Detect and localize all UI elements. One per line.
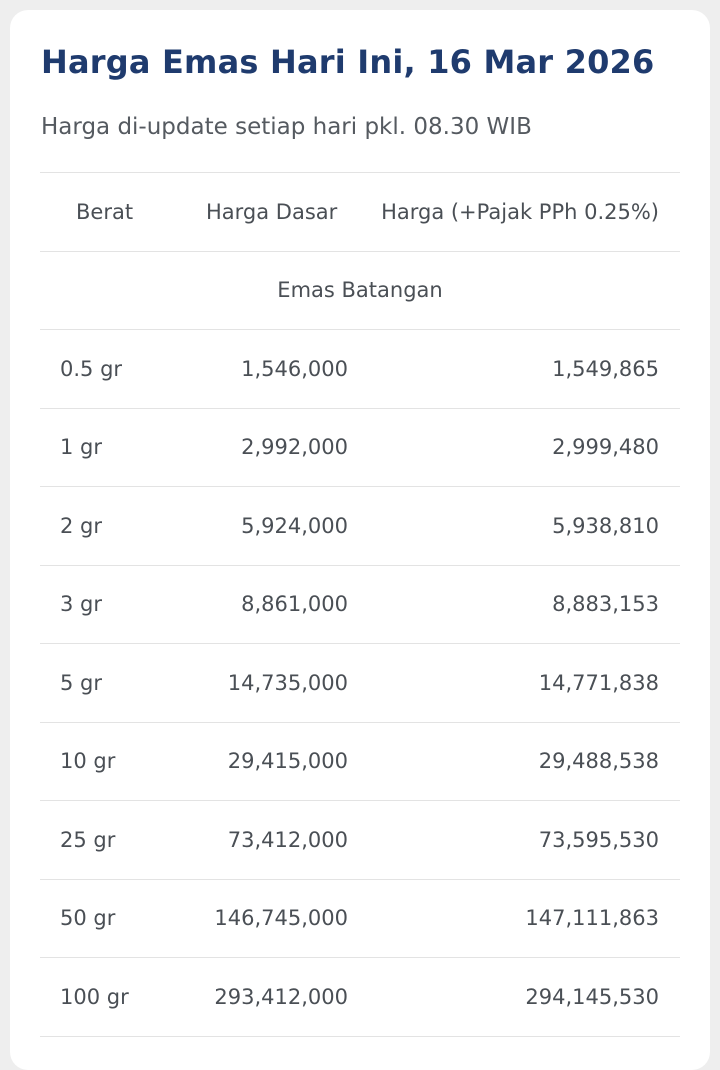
- price-card: [10, 10, 710, 1070]
- taxed-price-cell: 1,549,865: [552, 356, 659, 381]
- weight-cell: 0.5 gr: [60, 356, 123, 381]
- base-price-cell: 73,412,000: [227, 827, 348, 852]
- table-row: [40, 801, 680, 880]
- weight-cell: 2 gr: [60, 513, 102, 538]
- weight-cell: 10 gr: [60, 749, 116, 774]
- update-note: Harga di-update setiap hari pkl. 08.30 WIB: [41, 114, 532, 140]
- table-header-row: [40, 173, 680, 252]
- taxed-price-cell: 147,111,863: [525, 906, 659, 931]
- taxed-price-cell: 14,771,838: [538, 670, 659, 695]
- taxed-price-cell: 8,883,153: [552, 592, 659, 617]
- table-row: [40, 487, 680, 566]
- base-price-cell: 1,546,000: [241, 356, 348, 381]
- page-title: Harga Emas Hari Ini, 16 Mar 2026: [41, 43, 655, 81]
- weight-cell: 1 gr: [60, 435, 102, 460]
- table-row: [40, 723, 680, 802]
- weight-cell: 3 gr: [60, 592, 102, 617]
- taxed-price-cell: 5,938,810: [552, 513, 659, 538]
- taxed-price-cell: 2,999,480: [552, 435, 659, 460]
- taxed-price-cell: 294,145,530: [525, 984, 659, 1009]
- table-row: [40, 330, 680, 409]
- weight-cell: 50 gr: [60, 906, 116, 931]
- column-header-harga-pajak: Harga (+Pajak PPh 0.25%): [381, 199, 659, 224]
- column-header-harga-dasar: Harga Dasar: [206, 199, 338, 224]
- base-price-cell: 146,745,000: [214, 906, 348, 931]
- taxed-price-cell: 73,595,530: [538, 827, 659, 852]
- price-table: [40, 172, 680, 1037]
- table-row: [40, 958, 680, 1037]
- table-body: [40, 330, 680, 1037]
- weight-cell: 25 gr: [60, 827, 116, 852]
- base-price-cell: 14,735,000: [227, 670, 348, 695]
- base-price-cell: 29,415,000: [227, 749, 348, 774]
- table-row: [40, 566, 680, 645]
- base-price-cell: 5,924,000: [241, 513, 348, 538]
- column-header-berat: Berat: [76, 199, 134, 224]
- table-row: [40, 409, 680, 488]
- table-row: [40, 880, 680, 959]
- weight-cell: 100 gr: [60, 984, 129, 1009]
- section-label: Emas Batangan: [277, 278, 443, 303]
- table-row: [40, 644, 680, 723]
- section-row: [40, 252, 680, 331]
- base-price-cell: 293,412,000: [214, 984, 348, 1009]
- base-price-cell: 8,861,000: [241, 592, 348, 617]
- taxed-price-cell: 29,488,538: [538, 749, 659, 774]
- base-price-cell: 2,992,000: [241, 435, 348, 460]
- weight-cell: 5 gr: [60, 670, 102, 695]
